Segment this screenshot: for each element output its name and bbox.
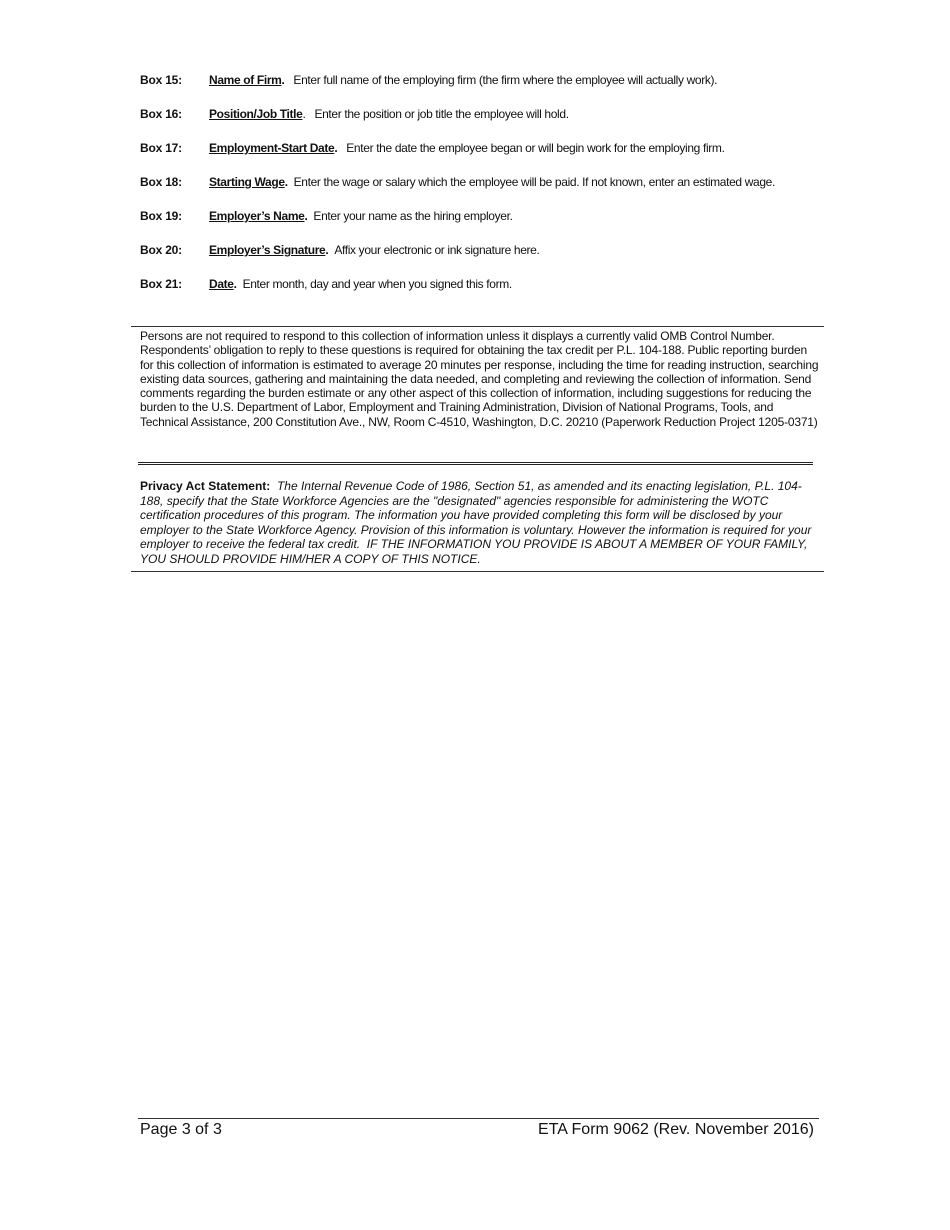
box-label: Box 18: [140, 175, 182, 189]
box-title-period: . [304, 209, 308, 223]
privacy-act-text: The Internal Revenue Code of 1986, Section 51, as amended and its enacting legislation, P.L. 104-188, specify that the State Workforce Agencies are the "designated" agencies responsible for administering the WOTC certification procedures of this program. The information you have provided completing this form will be disclosed by your employer to the State Workforce Agency. Provision of this information is voluntary. However the information is required for your employer to receive the federal tax credit. [140, 479, 812, 552]
box-title: Starting Wage [209, 175, 285, 189]
box-title: Date [209, 277, 234, 291]
double-divider [138, 462, 813, 465]
box-label: Box 19: [140, 209, 182, 223]
box-title: Name of Firm [209, 73, 282, 87]
privacy-act-statement [140, 479, 820, 567]
box-title-period: . [334, 141, 338, 155]
privacy-act-label: Privacy Act Statement: [140, 479, 271, 493]
box-text: Affix your electronic or ink signature here. [334, 243, 540, 257]
box-label: Box 21: [140, 277, 182, 291]
section-divider [131, 326, 824, 327]
privacy-act-notice: IF THE INFORMATION YOU PROVIDE IS ABOUT A MEMBER OF YOUR FAMILY, YOU SHOULD PROVIDE HIM/HER A COPY OF THIS NOTICE. [140, 537, 808, 566]
box-title: Employer’s Signature [209, 243, 326, 257]
box-title-period: . [302, 107, 306, 121]
box-title-period: . [284, 175, 288, 189]
box-text: Enter your name as the hiring employer. [313, 209, 513, 223]
footer-divider [138, 1118, 819, 1119]
box-label: Box 15: [140, 73, 182, 87]
box-title-period: . [281, 73, 285, 87]
box-text: Enter month, day and year when you signed this form. [242, 277, 512, 291]
box-title: Employment-Start Date [209, 141, 335, 155]
box-title: Employer’s Name [209, 209, 305, 223]
box-label: Box 16: [140, 107, 182, 121]
box-text: Enter the wage or salary which the employee will be paid. If not known, enter an estimated wage. [293, 175, 775, 189]
box-title-period: . [325, 243, 329, 257]
page-number: Page 3 of 3 [140, 1121, 222, 1138]
box-title-period: . [233, 277, 237, 291]
box-label: Box 20: [140, 243, 182, 257]
box-label: Box 17: [140, 141, 182, 155]
form-identifier: ETA Form 9062 (Rev. November 2016) [538, 1121, 814, 1138]
burden-statement: Persons are not required to respond to this collection of information unless it displays a currently valid OMB Control Number. Respondents’ obligation to reply to these questions is required for obtaining the tax credit per P.L. 104-188. Public reporting burden for this collection of information is estimated to average 20 minutes per response, including the time for reading instruction, searching existing data sources, gathering and maintaining the data needed, and completing and reviewing the collection of information. Send comments regarding the burden estimate or any other aspect of this collection of information, including suggestions for reducing the burden to the U.S. Department of Labor, Employment and Training Administration, Division of National Programs, Tools, and Technical Assistance, 200 Constitution Ave., NW, Room C-4510, Washington, D.C. 20210 (Paperwork Reduction Project 1205-0371) [140, 329, 819, 429]
box-text: Enter the position or job title the employee will hold. [314, 107, 569, 121]
box-text: Enter full name of the employing firm (the firm where the employee will actually work). [293, 73, 718, 87]
box-text: Enter the date the employee began or will begin work for the employing firm. [346, 141, 725, 155]
box-title: Position/Job Title [209, 107, 303, 121]
section-divider [131, 571, 824, 572]
